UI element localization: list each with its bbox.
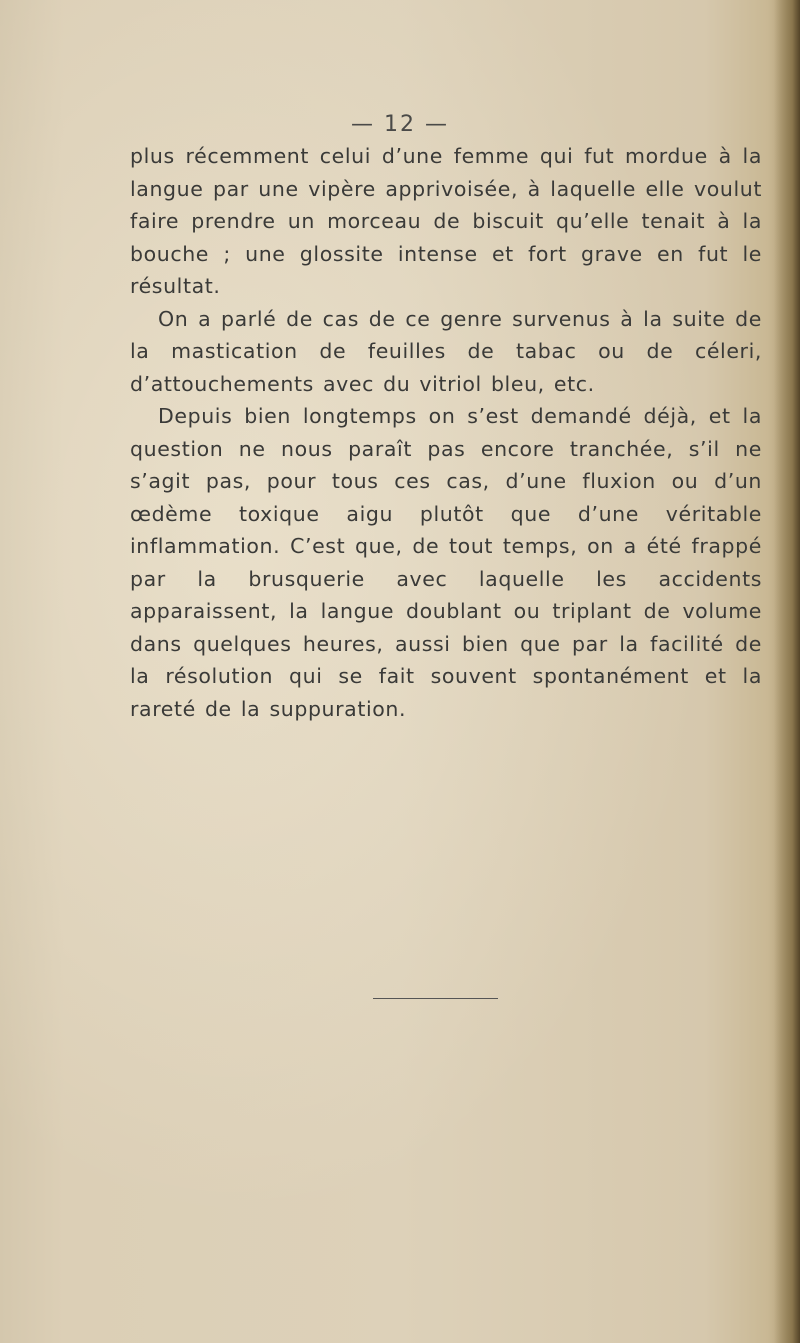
spine-shadow xyxy=(774,0,800,1343)
page-number: — 12 — xyxy=(351,112,449,137)
paragraph: Depuis bien longtemps on s’est demandé déjà, et la question ne nous paraît pas encore tranchée, s’il ne s’agit pas, pour tous ces cas, d’une fluxion ou d’un œdème toxique aigu plutôt que d’une véritable inflammation. C’est que, de tout temps, on a été frappé par la brusquerie avec laquelle les accidents apparaissent, la langue doublant ou triplant de volume dans quelques heures, aussi bien que par la facilité de la résolution qui se fait souvent spontanément et la rareté de la suppuration. xyxy=(130,404,762,721)
section-divider xyxy=(373,998,498,999)
paragraph-continued: plus récemment celui d’une femme qui fut mordue à la langue par une vipère apprivoisée, à laquelle elle voulut faire prendre un morceau de biscuit qu’elle tenait à la bouche ; une glossite intense et fort grave en fut le résultat. xyxy=(130,144,762,298)
body-text xyxy=(130,140,762,725)
paragraph: On a parlé de cas de ce genre survenus à la suite de la mastication de feuilles de tabac ou de céleri, d’attouchements avec du vitriol bleu, etc. xyxy=(130,306,762,396)
